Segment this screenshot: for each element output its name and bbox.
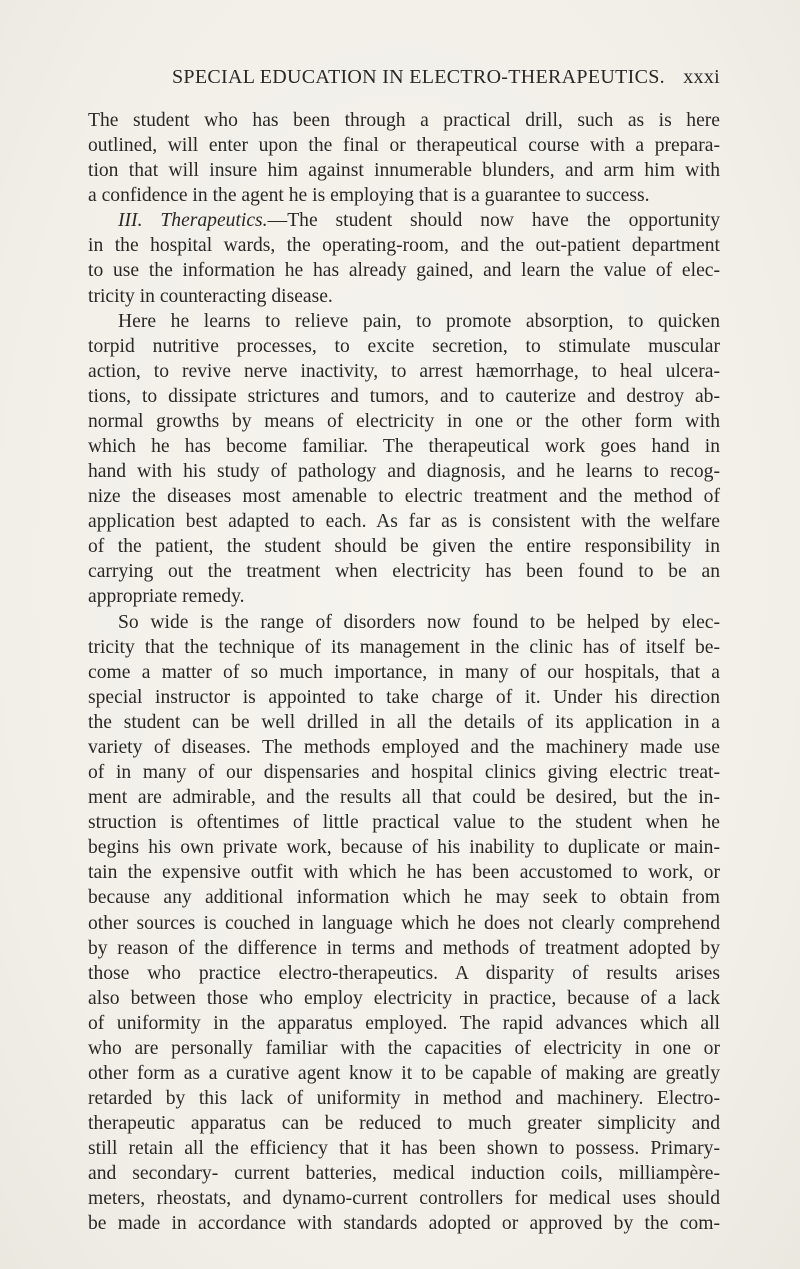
text-line: appropriate remedy. bbox=[88, 586, 245, 608]
text-line: come a matter of so much importance, in many of our hospitals, that a bbox=[88, 661, 720, 683]
text-line: outlined, will enter upon the final or therapeutical course with a prepara- bbox=[88, 135, 720, 157]
running-head bbox=[88, 66, 720, 96]
text-line: be made in accordance with standards adopted or approved by the com- bbox=[88, 1213, 720, 1235]
text-line: in the hospital wards, the operating-room, and the out-patient department bbox=[88, 235, 720, 257]
text-line: other form as a curative agent know it to be capable of making are greatly bbox=[88, 1062, 720, 1084]
text-line bbox=[88, 208, 720, 233]
text-line: nize the diseases most amenable to electric treatment and the method of bbox=[88, 486, 720, 508]
text-line: because any additional information which he may seek to obtain from bbox=[88, 887, 720, 909]
text-line: meters, rheostats, and dynamo-current controllers for medical uses should bbox=[88, 1188, 720, 1210]
text-line: which he has become familiar. The therapeutical work goes hand in bbox=[88, 436, 720, 458]
body-text bbox=[88, 108, 720, 1237]
text-line: other sources is couched in language which he does not clearly comprehend bbox=[88, 912, 720, 934]
text-line: retarded by this lack of uniformity in method and machinery. Electro- bbox=[88, 1088, 720, 1110]
text-line: a confidence in the agent he is employing that is a guarantee to success. bbox=[88, 185, 650, 207]
text-line: The student who has been through a practical drill, such as is here bbox=[88, 110, 720, 131]
text-line: by reason of the difference in terms and methods of treatment adopted by bbox=[88, 937, 720, 959]
text-line: also between those who employ electricity in practice, because of a lack bbox=[88, 987, 720, 1009]
text-line: those who practice electro-therapeutics. A disparity of results arises bbox=[88, 962, 720, 984]
paragraph-4 bbox=[88, 610, 720, 1237]
text-line: who are personally familiar with the capacities of electricity in one or bbox=[88, 1037, 720, 1059]
running-head-title: SPECIAL EDUCATION IN ELECTRO-THERAPEUTICS. bbox=[172, 66, 665, 88]
text-line: carrying out the treatment when electricity has been found to be an bbox=[88, 561, 720, 583]
paragraph-3 bbox=[88, 309, 720, 610]
page-number: xxxi bbox=[683, 66, 720, 88]
text-line: of uniformity in the apparatus employed. The rapid advances which all bbox=[88, 1012, 720, 1034]
text-line: ment are admirable, and the results all that could be desired, but the in- bbox=[88, 787, 720, 809]
text-line: and secondary- current batteries, medical induction coils, milliampère- bbox=[88, 1163, 720, 1185]
text-run: —The student should now have the opportunity bbox=[267, 210, 720, 232]
text-line: of the patient, the student should be given the entire responsibility in bbox=[88, 536, 720, 558]
text-line: tions, to dissipate strictures and tumors, and to cauterize and destroy ab- bbox=[88, 385, 720, 407]
text-line: of in many of our dispensaries and hospital clinics giving electric treat- bbox=[88, 762, 720, 784]
text-line: normal growths by means of electricity in one or the other form with bbox=[88, 410, 720, 432]
text-line: application best adapted to each. As far as is consistent with the welfare bbox=[88, 511, 720, 533]
text-line: hand with his study of pathology and diagnosis, and he learns to recog- bbox=[88, 461, 720, 483]
text-line: tricity that the technique of its management in the clinic has of itself be- bbox=[88, 636, 720, 658]
section-heading: III. Therapeutics. bbox=[118, 210, 268, 232]
text-line: variety of diseases. The methods employed and the machinery made use bbox=[88, 736, 720, 758]
text-line: still retain all the efficiency that it has been shown to possess. Primary- bbox=[88, 1138, 720, 1160]
text-line: the student can be well drilled in all the details of its application in a bbox=[88, 711, 720, 733]
text-line: action, to revive nerve inactivity, to arrest hæmorrhage, to heal ulcera- bbox=[88, 360, 720, 382]
text-line: tricity in counteracting disease. bbox=[88, 285, 333, 307]
text-line: torpid nutritive processes, to excite secretion, to stimulate muscular bbox=[88, 335, 720, 357]
text-line: tain the expensive outfit with which he has been accustomed to work, or bbox=[88, 862, 720, 884]
text-line: tion that will insure him against innumerable blunders, and arm him with bbox=[88, 160, 720, 182]
text-line: to use the information he has already gained, and learn the value of elec- bbox=[88, 260, 720, 282]
text-line: struction is oftentimes of little practical value to the student when he bbox=[88, 812, 720, 834]
text-line: begins his own private work, because of his inability to duplicate or main- bbox=[88, 837, 720, 859]
text-line: special instructor is appointed to take charge of it. Under his direction bbox=[88, 686, 720, 708]
text-line: So wide is the range of disorders now found to be helped by elec- bbox=[118, 611, 720, 633]
paragraph-2 bbox=[88, 208, 720, 308]
text-line: therapeutic apparatus can be reduced to much greater simplicity and bbox=[88, 1113, 720, 1135]
paragraph-1 bbox=[88, 108, 720, 208]
text-line: Here he learns to relieve pain, to promote absorption, to quicken bbox=[118, 310, 720, 332]
